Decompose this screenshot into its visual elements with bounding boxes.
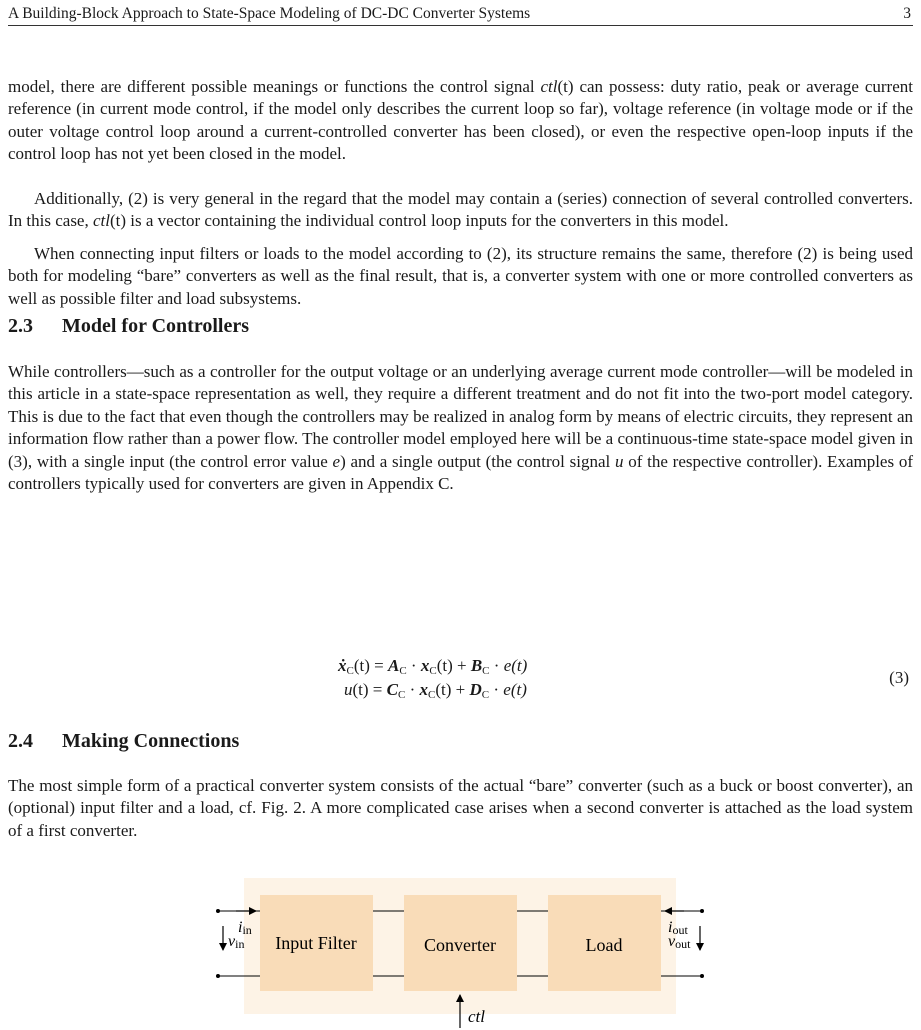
running-header xyxy=(8,4,913,24)
paragraph-controller-model xyxy=(8,361,913,495)
math-ctl: ctl xyxy=(540,77,558,96)
math-e: e xyxy=(332,451,341,471)
terminal-in-top xyxy=(216,909,220,913)
section-number: 2.4 xyxy=(8,730,33,752)
math-t: (t) xyxy=(557,77,574,96)
label-v-out: vout xyxy=(668,933,691,951)
text-run: ) and a single output (the control signal xyxy=(340,451,616,471)
subscript: C xyxy=(428,689,436,701)
math-D: D xyxy=(469,680,482,699)
math-x: x xyxy=(420,656,430,675)
math-B: B xyxy=(470,656,483,675)
terminal-out-top xyxy=(700,909,704,913)
equation-line-2 xyxy=(344,679,527,706)
label-i-in: iin xyxy=(238,919,252,937)
math-x: x xyxy=(419,680,428,699)
section-heading-2-3 xyxy=(8,314,249,338)
math-dot: · xyxy=(493,656,500,675)
math-plus: + xyxy=(456,656,467,675)
math-t: (t) xyxy=(435,680,452,699)
label-i-out: iout xyxy=(668,919,688,937)
equation-line-1 xyxy=(338,655,527,682)
text-run: is a vector containing the individual control loop inputs for the converters in this model. xyxy=(126,211,729,231)
math-t: (t) xyxy=(436,656,453,675)
block-label-load: Load xyxy=(585,935,623,955)
text-run: of the respective controller). Examples of controllers typically used for converters are given in Appendix C. xyxy=(8,451,914,494)
math-t: (t) xyxy=(352,680,369,699)
terminal-in-bottom xyxy=(216,974,220,978)
math-dot: · xyxy=(410,656,417,675)
math-u: u xyxy=(344,680,353,699)
section-title: Model for Controllers xyxy=(62,315,250,337)
math-eq: = xyxy=(372,680,383,699)
subscript: C xyxy=(397,689,406,701)
math-e-t: e(t) xyxy=(503,656,528,675)
text-run: While controllers—such as a controller for the output voltage or an underlying average current mode controller—will be modeled in this article in a state-space representation as well, they require a different treatment and do not fit into the two-port model category. This is due to the fact that even though the controllers may be realized in analog form by means of electric circuits, they represent an information flow rather than a power flow. The controller model employed here will be a continuous-time state-space model given in (3), with a single input (the control error value xyxy=(8,362,913,471)
math-t: (t) xyxy=(353,656,370,675)
math-dot: · xyxy=(493,680,500,699)
paragraph-control-signal xyxy=(8,76,913,166)
header-rule xyxy=(8,25,913,26)
section-number: 2.3 xyxy=(8,315,33,337)
text-run: model, there are different possible meanings or functions the control signal xyxy=(8,77,541,96)
text-run: Additionally, (2) is very general in the regard that the model may contain a (series) connection of several controlled converters. In this case, xyxy=(8,189,913,231)
paragraph-input-filters: When connecting input filters or loads to the model according to (2), its structure remains the same, therefore (2) is being used both for modeling “bare” converters as well as the final result, that is, a converter system with one or more controlled converters as well as possible filter and load subsystems. xyxy=(8,244,913,308)
subscript: C xyxy=(429,665,437,677)
paragraph-making-connections: The most simple form of a practical converter system consists of the actual “bare” converter (such as a buck or boost converter), an (optional) input filter and a load, cf. Fig. 2. A more complicated case arises when a second converter is attached as the load system of a first converter. xyxy=(8,776,913,840)
block-label-converter: Converter xyxy=(424,935,496,955)
math-plus: + xyxy=(455,680,466,699)
math-t: (t) xyxy=(109,211,127,231)
subscript: C xyxy=(346,665,354,677)
math-ctl: ctl xyxy=(92,211,110,231)
converter-system-diagram xyxy=(200,870,720,1030)
section-title: Making Connections xyxy=(62,730,240,752)
math-dot: · xyxy=(409,680,416,699)
subscript: C xyxy=(482,665,490,677)
page-number: 3 xyxy=(903,5,911,22)
terminal-out-bottom xyxy=(700,974,704,978)
text-run: can possess: duty ratio, peak or average current reference (in current mode control, if the model only describes the current loop so far), voltage reference (in voltage mode or if the outer voltage control loop around a current-controlled converter has been closed), or even the respective open-loop inputs if the control loop has not yet been closed in the model. xyxy=(8,77,913,164)
math-A: A xyxy=(387,656,400,675)
subscript: C xyxy=(481,689,490,701)
math-x-dot: ẋ xyxy=(338,656,347,675)
math-e-t: e(t) xyxy=(503,680,527,699)
subscript: C xyxy=(399,665,407,677)
running-title: A Building-Block Approach to State-Space Modeling of DC-DC Converter Systems xyxy=(8,5,531,22)
equation-number: (3) xyxy=(889,668,909,687)
math-C: C xyxy=(386,680,398,699)
block-label-input-filter: Input Filter xyxy=(275,933,357,953)
label-ctl: ctl xyxy=(468,1007,485,1026)
math-u: u xyxy=(615,451,624,471)
label-v-in: vin xyxy=(228,933,245,951)
paragraph-series-connection xyxy=(8,188,913,233)
section-heading-2-4 xyxy=(8,729,239,753)
math-eq: = xyxy=(374,656,384,675)
